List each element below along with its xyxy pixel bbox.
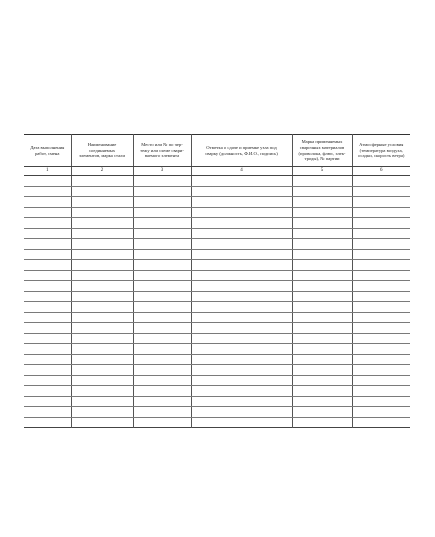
table-row — [24, 323, 410, 334]
table-cell — [71, 260, 133, 271]
table-cell — [71, 365, 133, 376]
table-cell — [24, 270, 71, 281]
table-cell — [191, 396, 292, 407]
table-cell — [292, 207, 352, 218]
table-row — [24, 386, 410, 397]
column-number: 5 — [292, 167, 352, 176]
table-cell — [352, 396, 410, 407]
column-number: 1 — [24, 167, 71, 176]
table-row — [24, 281, 410, 292]
table-cell — [292, 176, 352, 187]
table-cell — [191, 197, 292, 208]
table-cell — [133, 249, 191, 260]
table-cell — [191, 218, 292, 229]
table-row — [24, 270, 410, 281]
table-cell — [191, 365, 292, 376]
table-cell — [191, 312, 292, 323]
table-cell — [191, 344, 292, 355]
table-cell — [352, 218, 410, 229]
table-cell — [71, 228, 133, 239]
table-cell — [292, 365, 352, 376]
table-cell — [292, 218, 352, 229]
table-cell — [352, 375, 410, 386]
table-row — [24, 302, 410, 313]
table-row — [24, 375, 410, 386]
table-cell — [191, 417, 292, 428]
table-cell — [352, 333, 410, 344]
table-cell — [191, 176, 292, 187]
table-cell — [133, 323, 191, 334]
table-cell — [292, 323, 352, 334]
table-cell — [352, 386, 410, 397]
table-cell — [24, 186, 71, 197]
header-date-shift: Дата выполнения работ, смена — [24, 135, 71, 167]
table-cell — [133, 176, 191, 187]
table-cell — [24, 386, 71, 397]
table-cell — [24, 197, 71, 208]
header-welding-materials-batch: Марка применяемых сварочных материалов (проволока, флюс, элек- троды), № партии — [292, 135, 352, 167]
header-element-names-steel-grade: Наименование соединяемых элементов, марка стали — [71, 135, 133, 167]
table-cell — [71, 344, 133, 355]
table-cell — [292, 344, 352, 355]
table-row — [24, 218, 410, 229]
table-cell — [191, 260, 292, 271]
table-row — [24, 176, 410, 187]
table-cell — [133, 354, 191, 365]
table-row — [24, 186, 410, 197]
table-cell — [191, 239, 292, 250]
table-row — [24, 260, 410, 271]
table-cell — [133, 407, 191, 418]
table-cell — [133, 344, 191, 355]
table-cell — [133, 281, 191, 292]
table-row — [24, 312, 410, 323]
table-cell — [24, 354, 71, 365]
journal-body — [24, 176, 410, 428]
table-cell — [133, 186, 191, 197]
table-cell — [133, 312, 191, 323]
column-number: 2 — [71, 167, 133, 176]
table-cell — [71, 291, 133, 302]
table-row — [24, 239, 410, 250]
table-cell — [71, 375, 133, 386]
table-cell — [292, 197, 352, 208]
table-row — [24, 417, 410, 428]
table-cell — [24, 228, 71, 239]
table-cell — [292, 396, 352, 407]
welding-journal-table — [24, 134, 410, 428]
table-cell — [292, 228, 352, 239]
table-cell — [352, 207, 410, 218]
table-cell — [352, 354, 410, 365]
table-cell — [191, 281, 292, 292]
table-row — [24, 344, 410, 355]
table-cell — [292, 417, 352, 428]
table-cell — [191, 207, 292, 218]
table-cell — [24, 218, 71, 229]
table-cell — [191, 386, 292, 397]
table-cell — [71, 396, 133, 407]
table-cell — [71, 270, 133, 281]
table-cell — [191, 186, 292, 197]
table-cell — [133, 260, 191, 271]
table-cell — [352, 239, 410, 250]
table-cell — [71, 333, 133, 344]
table-cell — [292, 407, 352, 418]
table-cell — [24, 375, 71, 386]
table-cell — [133, 270, 191, 281]
table-cell — [191, 249, 292, 260]
table-cell — [292, 281, 352, 292]
table-cell — [71, 239, 133, 250]
table-cell — [71, 176, 133, 187]
table-cell — [352, 344, 410, 355]
journal-page — [24, 134, 410, 428]
table-cell — [292, 312, 352, 323]
table-cell — [352, 417, 410, 428]
header-row — [24, 135, 410, 167]
table-cell — [71, 407, 133, 418]
table-cell — [133, 302, 191, 313]
table-cell — [352, 197, 410, 208]
table-cell — [71, 207, 133, 218]
table-cell — [71, 354, 133, 365]
table-cell — [24, 281, 71, 292]
header-location-drawing-number: Место или № по чер- тежу или схеме свари- ваемого элемента — [133, 135, 191, 167]
table-cell — [352, 291, 410, 302]
table-cell — [352, 407, 410, 418]
table-cell — [133, 197, 191, 208]
table-cell — [133, 396, 191, 407]
table-cell — [71, 197, 133, 208]
table-cell — [24, 365, 71, 376]
table-cell — [133, 365, 191, 376]
table-cell — [24, 207, 71, 218]
table-cell — [352, 186, 410, 197]
table-cell — [352, 281, 410, 292]
table-cell — [133, 386, 191, 397]
table-cell — [352, 228, 410, 239]
table-cell — [292, 375, 352, 386]
table-row — [24, 197, 410, 208]
table-cell — [24, 176, 71, 187]
table-cell — [133, 207, 191, 218]
table-cell — [191, 407, 292, 418]
header-weather-conditions: Атмосферные условия (температура воздуха, осадки, скорость ветра) — [352, 135, 410, 167]
table-cell — [71, 218, 133, 229]
table-cell — [71, 323, 133, 334]
table-cell — [292, 354, 352, 365]
table-cell — [352, 312, 410, 323]
table-row — [24, 396, 410, 407]
table-cell — [191, 228, 292, 239]
table-cell — [191, 291, 292, 302]
table-row — [24, 207, 410, 218]
column-number: 4 — [191, 167, 292, 176]
table-cell — [191, 302, 292, 313]
table-cell — [24, 260, 71, 271]
table-cell — [133, 375, 191, 386]
table-cell — [292, 186, 352, 197]
table-row — [24, 407, 410, 418]
table-cell — [24, 249, 71, 260]
table-row — [24, 228, 410, 239]
table-cell — [292, 386, 352, 397]
table-cell — [292, 291, 352, 302]
table-cell — [191, 323, 292, 334]
table-cell — [292, 239, 352, 250]
table-cell — [292, 260, 352, 271]
table-cell — [24, 291, 71, 302]
table-cell — [133, 417, 191, 428]
table-row — [24, 249, 410, 260]
table-cell — [352, 365, 410, 376]
table-cell — [24, 344, 71, 355]
table-row — [24, 291, 410, 302]
table-cell — [71, 417, 133, 428]
table-cell — [191, 375, 292, 386]
table-cell — [191, 354, 292, 365]
table-cell — [352, 323, 410, 334]
table-row — [24, 354, 410, 365]
table-cell — [191, 270, 292, 281]
header-handover-acceptance-mark: Отметка о сдаче и приемке узла под сварку (должность, Ф.И.О., подпись) — [191, 135, 292, 167]
table-cell — [133, 218, 191, 229]
table-cell — [352, 270, 410, 281]
table-cell — [133, 239, 191, 250]
table-cell — [133, 291, 191, 302]
table-cell — [292, 333, 352, 344]
column-number-row — [24, 167, 410, 176]
table-cell — [292, 302, 352, 313]
table-cell — [24, 312, 71, 323]
table-cell — [352, 249, 410, 260]
table-cell — [71, 249, 133, 260]
table-cell — [24, 333, 71, 344]
table-cell — [24, 302, 71, 313]
table-cell — [71, 302, 133, 313]
table-row — [24, 365, 410, 376]
table-cell — [292, 249, 352, 260]
table-cell — [71, 281, 133, 292]
table-cell — [191, 333, 292, 344]
table-cell — [24, 239, 71, 250]
table-cell — [71, 186, 133, 197]
table-cell — [24, 323, 71, 334]
table-cell — [71, 386, 133, 397]
table-cell — [352, 176, 410, 187]
column-number: 3 — [133, 167, 191, 176]
table-cell — [133, 333, 191, 344]
table-cell — [24, 417, 71, 428]
table-cell — [352, 260, 410, 271]
table-cell — [292, 270, 352, 281]
table-cell — [352, 302, 410, 313]
table-cell — [71, 312, 133, 323]
table-cell — [24, 396, 71, 407]
table-cell — [133, 228, 191, 239]
column-number: 6 — [352, 167, 410, 176]
table-row — [24, 333, 410, 344]
table-cell — [24, 407, 71, 418]
